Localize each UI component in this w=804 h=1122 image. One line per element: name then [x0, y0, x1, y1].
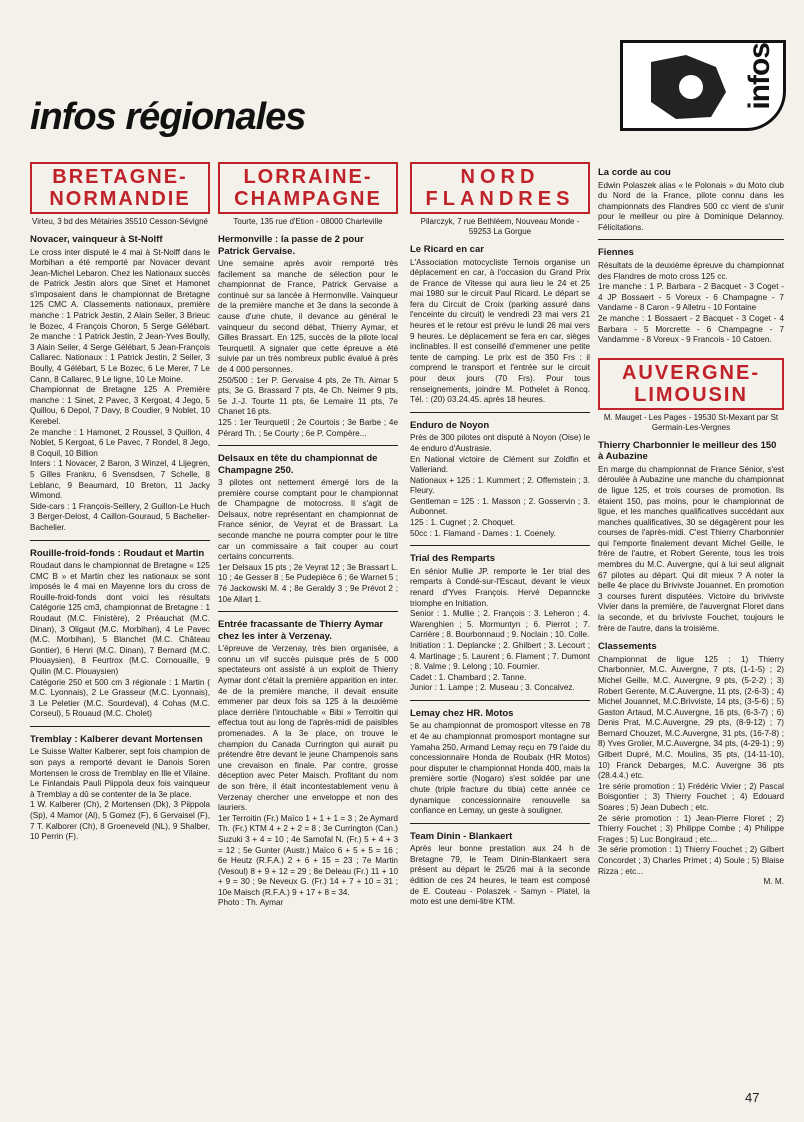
article-text: Cadet : 1. Chambard ; 2. Tanne. [410, 672, 527, 682]
article-text: Près de 300 pilotes ont disputé à Noyon (Oise) le 4e enduro d'Austrasie. [410, 433, 590, 453]
divider [410, 700, 590, 701]
article-text: L'Association motocycliste Ternois organise un déplacement en car, à l'occasion du Grand Prix de France de Vitesse qui aura lieu le 24 et 25 mai 1980 sur le circuit Paul Ricard. Le départ se fera du Circuit de Croix (parking assuré dans l'enceinte du circuit) le vendredi 23 mai vers 21 heures et le retour est prévu le lundi 26 mai vers 9 heures. Le déplacement se fera en car, sièges inclinables. Il est conseillé d'emmener une petite tente de camping. Le prix est de 350 Frs : il comprend le transport et l'entrée sur le circuit pour deux jours (70 Frs). Pour tous renseignements, joindre M. Pothelet à Roncq. Tél. : (20) 03.24.45. après 18 heures. [410, 257, 590, 405]
page-title: infos régionales [30, 96, 306, 138]
classements-heading: Classements [598, 641, 657, 653]
article-text: 1er Delsaux 15 pts ; 2e Veyrat 12 ; 3e Brassart L. 10 ; 4e Gesser 8 ; 5e Pudepièce 6 ; 6e Warnet 5 ; 7é Jackowski M. 4 ; 8e Geraldy 3 ; 9e Prévot 2 ; 10e Allart 1. [218, 562, 398, 604]
article-heading: Team Dinin - Blankaert [410, 830, 513, 842]
article-text: En National victoire de Clément sur Zoldfin et Valleriand. [410, 454, 590, 475]
article-text: 2e série promotion : 1) Jean-Pierre Floret ; 2) Thierry Fouchet ; 3) Philippe Combe ; 4) Philippe Frages ; 5) Luc Bongiraud ; etc... [598, 813, 784, 844]
article-text: 1 W. Kalberer (Ch), 2 Mortensen (Dk), 3 Piippola (Sp), 4 Mamor (Al), 5 Gomez (F), 6 Gervaisel (F), 7 T. Kalborer (Ch), 8 Groeneveld (NL), 9 Shalber, 10 Perrin (F). [30, 800, 210, 842]
article-heading: Delsaux en tête du championnat de Champagne 250. [218, 453, 378, 476]
article-heading: Thierry Charbonnier le meilleur des 150 à Aubazine [598, 439, 777, 463]
article-text: 250/500 : 1er P. Gervaise 4 pts, 2e Th. Aimar 5 pts, 3e G. Brassard 7 pts, 4e Ch. Neimer 9 pts, 5e J.-J. Tourte 11 pts, 6e Lemaire 11 pts, 7e Chanet 16 pts. [218, 375, 398, 417]
article-heading: Enduro de Noyon [410, 419, 490, 431]
divider [410, 412, 590, 413]
article-text: Edwin Polaszek alias « le Polonais » du Moto club du Nord de la France, pilote connu dans les championnats des Flandres 500 cc vient de s'unir pour le meilleur ou pire à Dominique Delannoy. Félicitations. [598, 180, 784, 232]
article-text: Le cross inter disputé le 4 mai à St-Nolff dans le Morbihan a été remporté par Novacer devant Jean-Michel Lebaron. Chez les Nationaux succès de Patrick Jestin alors que Sinet et Hamonet s'imposaient dans le championnat de Bretagne 125 CMC A. Classements nationaux, première manche : 1 Patrick Jestin, 2 Alain Seiler, 3 Brieuc le Bozec, 4 François Choron, 5 Serge Gélébart. 2e manche : 1 Patrick Jestin, 2 Jean-Yves Boully, 3 Alain Seiler, 4 Serge Gélébart, 5 Jean-François Callarec. Nationaux : 1 Patrick Jestin, 2 Seiler, 3 Boully, 4 Gélébart, 5 Le Bozec, 6 Le Merer, 7 Le Cann, 8 Callarec, 9 Le ligne, 10 Le Moine. [30, 247, 210, 384]
article-heading: Fiennes [598, 247, 634, 259]
article-text: Le Suisse Walter Kalberer, sept fois champion de son pays a remporté devant le Danois Soren Mortensen le cross de Tremblay en Ille et Vilaine. Le Finlandais Pauli Piippola deux fois vainqueur à Tremblay a dû se contenter de la 3e place. [30, 747, 210, 799]
article-text: Initiation : 1. Deplancke ; 2. Ghilbert ; 3. Lecourt ; 4. Martinage ; 5. Laurent ; 6. Flament ; 7. Dumont ; 8. Valme ; 9. Lelong ; 10. Fournier. [410, 640, 590, 672]
article-text: 1re manche : 1 P. Barbara - 2 Bacquet - 3 Coget - 4 JP Bossaert - 5 Voreux - 6 Champagne - 7 Vandame - 8 Caron - 9 Alletru - 10 Fontaine [598, 282, 784, 313]
divider [410, 545, 590, 546]
article-heading: Hermonville : la passe de 2 pour Patrick Gervaise. [218, 234, 364, 257]
divider [30, 726, 210, 727]
region-name: AUVERGNE-LIMOUSIN [621, 361, 760, 406]
region-banner [410, 162, 590, 214]
article-text: 125 : 1er Teurquetil ; 2e Courtois ; 3e Barbe ; 4e Pérard Th. ; 5e Courty ; 6e P. Compère... [218, 417, 398, 438]
region-address: M. Mauget - Les Pages - 19530 St-Mexant par St Germain-Les-Vergnes [603, 412, 779, 432]
article-text: Gentleman = 125 : 1. Masson ; 2. Gosservin ; 3. Aubonnet. [410, 496, 590, 517]
article-heading: Lemay chez HR. Motos [410, 707, 514, 719]
article-text: Side-cars : 1 François-Seillery, 2 Guillon-Le Huch 3 Berger-Delost, 4 Caillon-Gouraud, 5 Bachelier-Bachelier. [30, 501, 210, 532]
article-heading: Tremblay : Kalberer devant Mortensen [30, 733, 203, 745]
article-text: 3e série promotion : 1) Thierry Fouchet ; 2) Gilbert Concordet ; 3) Charles Primet ; 4) Soule ; 5) Blaise Rizza ; etc... [598, 845, 784, 876]
article-text: 2e manche : 1 Bossaert - 2 Bacquet - 3 Coget - 4 Barbara - 5 Morcrette - 6 Champagne - 7 Vandamme - 8 Voreux - 9 Francois - 10 Catoen. [598, 313, 784, 345]
infos-logo [620, 40, 786, 131]
region-banner [598, 358, 784, 410]
divider [218, 445, 398, 446]
logo-text: infos [743, 43, 776, 110]
column-nord [410, 150, 590, 908]
article-text: Nationaux + 125 : 1. Kummert ; 2. Offemstein ; 3. Fleury. [410, 475, 590, 496]
region-address: Tourte, 135 rue d'Etion - 08000 Charleville [233, 217, 383, 226]
article-heading: Entrée fracassante de Thierry Aymar chez les inter à Verzenay. [218, 619, 384, 642]
article-text: Après leur bonne prestation aux 24 h de Bretagne 79, le Team Dinin-Blankaert sera présent au départ le 25/26 mai à la seconde édition de ces 24 heures, le team est composé de E. Couteau - Polaszek - Samyn - Platel, la moto est une demi-litre KTM. [410, 844, 590, 907]
article-text: En sénior Mullie JP. remporte le 1er trial des remparts à Condé-sur-l'Escaut, devant le vieux renard d'Yves François. Hervé Depanncke triomphe en Initiation. [410, 566, 590, 608]
article-text: Senior : 1. Mullie ; 2. François : 3. Leheron ; 4. Warenghien ; 5. Mormuntyn ; 6. Pierrot ; 7. Carrière ; 8. Bourbonnaud ; 9. Noclain ; 10. Colle. [410, 609, 590, 640]
article-heading: Novacer, vainqueur à St-Nolff [30, 234, 163, 245]
article-text: 3 pilotes ont nettement émergé lors de la première course comptant pour le championnat de Champagne de motocross. Il s'agit de Delsaux, notre représentant en championnat de France sénior, de Veyrat et de Brassart. La seconde manche ne pourra compter pour le titre car un commissaire a fait couper au court certains concurrents. [218, 478, 398, 562]
article-text: Championnat de Bretagne 125 A Première manche : 1 Sinet, 2 Pavec, 3 Kergoat, 4 Jego, 5 Quillou, 6 Depol, 7 Davy, 8 Coudier, 9 Noblet, 10 Kerebel. [30, 385, 210, 426]
article-text: Une semaine après avoir remporté très facilement sa manche de sélection pour le championnat de France, Patrick Gervaise a continué sur sa lancée à Hermonville. Vainqueur de la première manche et 3e dans la seconde à cause d'une chute, il devance au général le vainqueur du second débat, Thierry Aymar, et Gilles Brassart. En 125, succès de la pilote local Teurquetil. A signaler que cette épreuve a été suivie par un très nombreux public évalué à près de 4 000 personnes. [218, 259, 398, 374]
author-initials: M. M. [763, 877, 784, 887]
column-lorraine [218, 150, 398, 909]
column-auvergne [598, 160, 784, 888]
photo-credit: Photo : Th. Aymar [218, 898, 284, 908]
article-text: Catégorie 250 et 500 cm 3 régionale : 1 Martin ( M.C. Lyonnais), 2 Le Grasseur (M.C. Lyonnais), 3 Le Peletier (M.C. Sourdeval), 4 Cohas (M.C. Corseul), 5 Rouaud (M.C. Cholet) [30, 677, 210, 719]
article-text: Inters : 1 Novacer, 2 Baron, 3 Winzel, 4 Lijegren, 5 Gilles Frankru, 6 Svensdsen, 7 Schelle, 8 Leblanc, 9 Beaumard, 10 Breton, 11 Jacky Wimond. [30, 459, 210, 501]
article-text: 50cc : 1. Flamand - Dames : 1. Coenely. [410, 528, 556, 538]
divider [30, 540, 210, 541]
article-text: 125 : 1. Cugnet ; 2. Choquet. [410, 518, 516, 528]
divider [598, 239, 784, 240]
region-address: Pilarczyk, 7 rue Bethléem, Nouveau Monde - 59253 La Gorgue [420, 217, 580, 236]
divider [410, 823, 590, 824]
article-text: Championnat de ligue 125 : 1) Thierry Charbonnier, M.C. Auvergne, 7 pts, (1-1-5) ; 2) Michel Geille, M.C. Auvergne, 9 pts, (5-2-2) ; 3) Robert Gerente, M.C.Auvergne, 11 pts, (2-6-3) ; 4) Michel Jouannet, M.C.Brivviste, 14 pts, (3-5-6) ; 5) Gaston Artaud, M.C.Auvergne, 16 pts, (6-3-7) ; 6) Denis Prat, M.C.Auvergne, 29 pts, (8-9-12) ; 7) Bernard Chouzet, M.C.Auvergne, 31 pts, (16-7-8) ; 8) Yves Grolier, M.C.Auvergne, 34 pts, (4-29-1) ; 9) Gilbert Dupré, M.C. Moulins, 35 pts, (14-11-10), 10) Franck Debarges, M.C. Auvergne 36 pts (28.4.4.) etc. [598, 654, 784, 781]
region-banner [218, 162, 398, 214]
article-text: 1er Terroitin (Fr.) Maïco 1 + 1 + 1 = 3 ; 2e Aymard Th. (Fr.) KTM 4 + 2 + 2 = 8 ; 3e Currington (Can.) Suzuki 3 + 4 = 10 ; 4e Samofal N. (Fr.) 5 + 4 + 3 = 12 ; 5e Gunter (Austr.) Maïco 6 + 5 + 5 = 16 ; 6e Heutz (R.F.A.) 2 + 6 + 15 = 23 ; 7e Martin (Vesoul) 8 + 9 + 12 = 29 ; 8e Deleau (Fr.) 11 + 10 + 9 = 30 ; 9e Neveux G. (Fr.) 14 + 7 + 10 = 31 ; 10e Maisch (R.F.A.) 9 + 17 + 8 = 34. [218, 813, 398, 897]
region-name: BRETAGNE-NORMANDIE [49, 166, 191, 210]
article-heading: La corde au cou [598, 167, 671, 178]
article-heading: Le Ricard en car [410, 244, 484, 255]
map-france-icon [631, 47, 751, 127]
page-number: 47 [745, 1090, 760, 1105]
article-text: Roudaut dans le championnat de Bretagne « 125 CMC B » et Martin chez les nationaux se sont imposés le 4 mai en Mayenne lors du cross de Rouille-froid-fonds dont voici les résultats Catégorie 125 cm3, championnat de Bretagne : 1 Roudaut (M.C. Finistère), 2 Préauchat (M.C. Dinan), 3 Oligaut (M.C. Morbihan), 4 Le Pavec (M.C. Morbihan), 5 Blanchet (M.C. Château Gontier), 6 Henri (M.C. Dinan), 7 Bernard (M.C. Plouaysien), 8 Feurtrox (M.C. Cornouaille, 9 Quilin (M.C. Plouaysien) [30, 561, 210, 676]
region-name: LORRAINE-CHAMPAGNE [234, 166, 382, 210]
article-text: 2e manche : 1 Hamonet, 2 Roussel, 3 Quillon, 4 Noblet, 5 Kergoat, 6 Le Pavec, 7 Rondel, 8 Jego, 8 Coquil, 10 Billion [30, 427, 210, 458]
region-address: Virteu, 3 bd des Métairies 35510 Cesson-Sévigné [32, 217, 208, 226]
divider [218, 611, 398, 612]
article-heading: Rouille-froid-fonds : Roudaut et Martin [30, 547, 205, 559]
article-text: Junior : 1. Lampe ; 2. Museau ; 3. Concalvez. [410, 683, 575, 693]
region-name: NORD FLANDRES [425, 166, 575, 210]
article-text: L'épreuve de Verzenay, très bien organisée, a connu un vif succès puisque près de 5 000 spectateurs ont assisté à un exploit de Thierry Aymar dont c'était la première apparition en inter. 4e de la première manche, il devait ensuite emmener par deux fois sa 125 à la deuxième place derrière l'intouchable « Bibi » Terroitin qui effectua tout au long de l'après-midi de paisibles promenades. A la 3e place, on trouve le champion du Canada Currington qui aurait pu prétendre être devant le jeune Champenois sans une crevaison en finale. Par contre, grosse déception avec Peter Maisch. Profitant du nom de son frère, il était incontestablement venu à Verzenay chercher une enveloppe et non des lauriers. [218, 644, 398, 813]
column-bretagne [30, 150, 210, 843]
article-heading: Trial des Remparts [410, 553, 496, 565]
region-banner [30, 162, 210, 214]
article-text: En marge du championnat de France Sénior, s'est déroulée à Aubazine une manche du championnat de ligue 125, et trois courses de promotion. Ils étaient 150, pas moins, pour le championnat de ligue, et les manches qualificatives succédant aux manches qualificatives, 30 se dégagèrent pour les courses de l'après-midi. C'est Thierry Charbonnier qui l'emporte finalement devant Michel Geille, le frère de l'autre, et Robert Gerente, tous les trois membres du M.C. Auvergne, qui à lui seul alignait 67 pilotes au départ. Qui dit mieux ? A noter la belle 4e place du Brivivste Jouannet. En promotion 3 courses furent disputées. Victoire du brivivste Vivier dans la première, de l'auvergnat Floret dans la seconde, et du brivivste Fouchet, toujours le frère de l'autre, dans la troisième. [598, 464, 784, 633]
article-text: 5e au championnat de promosport vitesse en 78 et 4e au championnat promosport montagne sur Yamaha 250, Armand Lemay reçu en 79 l'aide du concessionnaire Honda de Roubaix (HR Motos) pour disputer le championnat Honda 400, mais la première sortie (Nogaro) s'est soldée par une chute (triple fracture du tibia) cette année ce dynamique concessionnaire renouvelle sa confiance en Lemay, un geste à souligner. [410, 721, 590, 816]
article-text: 1re série promotion : 1) Frédéric Vivier ; 2) Pascal Boisgontier ; 3) Thierry Fouchet ; 4) Edouard Soares ; 5) Jean Dubech ; etc. [598, 781, 784, 813]
article-text: Résultats de la deuxième épreuve du championnat des Flandres de moto cross 125 cc. [598, 260, 784, 281]
